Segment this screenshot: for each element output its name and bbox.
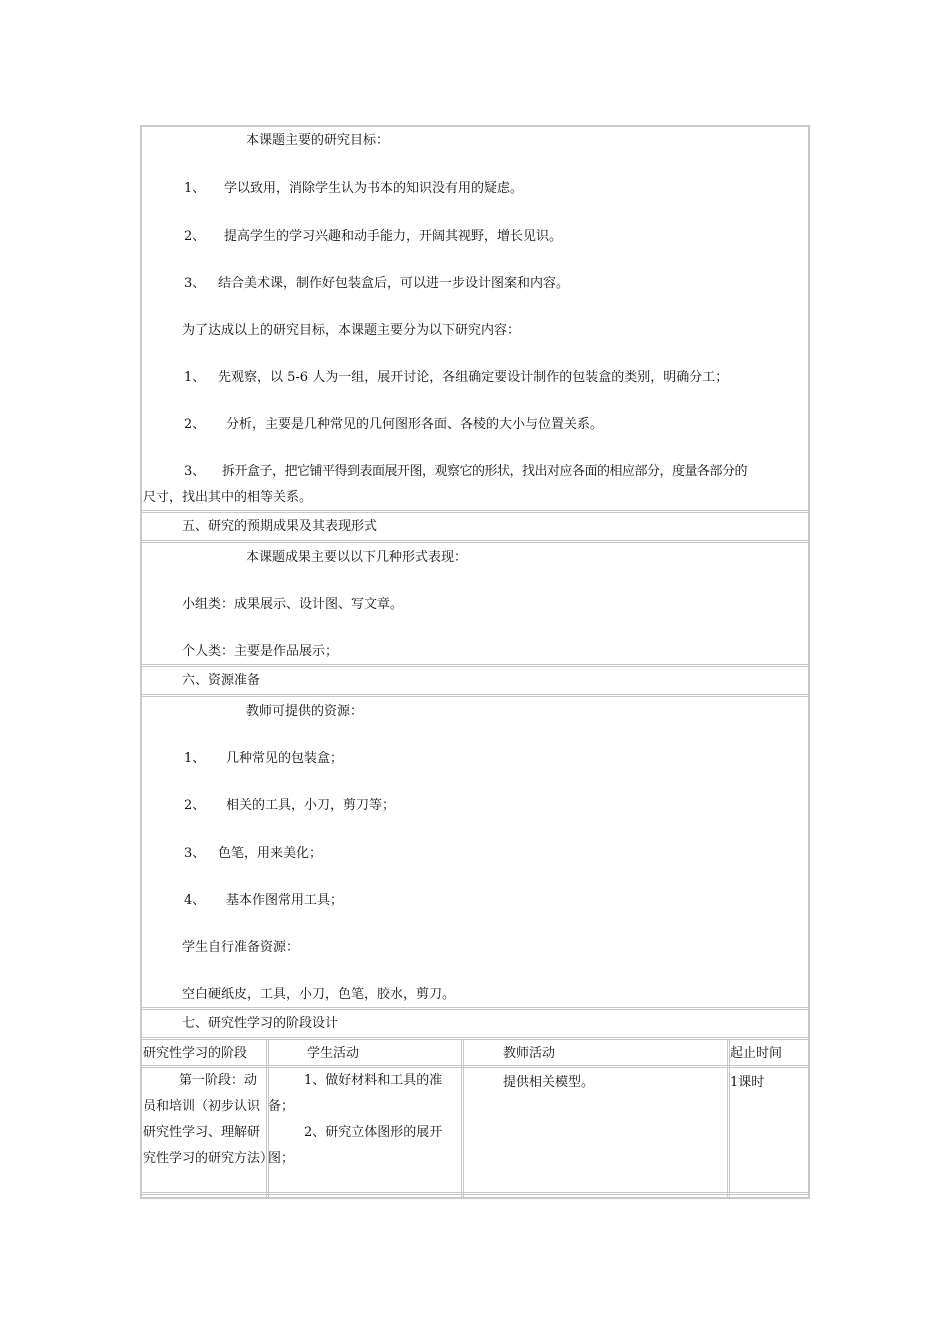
row-divider — [142, 694, 808, 697]
row-divider — [142, 1037, 808, 1040]
goal-number: 2、 — [184, 229, 206, 244]
content-text-continued: 尺寸，找出其中的相等关系。 — [143, 490, 313, 505]
section5-group: 小组类：成果展示、设计图、写文章。 — [182, 597, 404, 612]
student-resources-items: 空白硬纸皮，工具，小刀，色笔，胶水，剪刀。 — [182, 987, 456, 1002]
column-divider — [461, 1039, 464, 1197]
goal-number: 3、 — [184, 276, 206, 291]
teacher-resources-intro: 教师可提供的资源： — [246, 704, 364, 719]
row-divider — [142, 1007, 808, 1010]
student-activity-2: 2、研究立体图形的展开图； — [268, 1125, 443, 1166]
resource-text: 基本作图常用工具； — [226, 893, 344, 908]
content-intro: 为了达成以上的研究目标，本课题主要分为以下研究内容： — [182, 323, 521, 338]
teacher-activity: 提供相关模型。 — [503, 1075, 595, 1090]
row-divider — [142, 510, 808, 513]
column-header-time: 起止时间 — [730, 1046, 783, 1061]
resource-number: 2、 — [184, 798, 206, 813]
column-header-student: 学生活动 — [307, 1046, 360, 1061]
column-header-stage: 研究性学习的阶段 — [143, 1046, 248, 1061]
content-number: 2、 — [184, 417, 206, 432]
section5-intro: 本课题成果主要以以下几种形式表现： — [246, 550, 468, 565]
section7-heading: 七、研究性学习的阶段设计 — [182, 1016, 339, 1031]
row-divider — [142, 664, 808, 667]
content-text: 拆开盒子，把它铺平得到表面展开图，观察它的形状，找出对应各面的相应部分，度量各部分的 — [222, 464, 748, 479]
student-activity-1: 1、做好材料和工具的准备； — [268, 1073, 443, 1114]
resource-text: 色笔，用来美化； — [218, 846, 323, 861]
student-resources-intro: 学生自行准备资源： — [182, 940, 300, 955]
section6-heading: 六、资源准备 — [182, 673, 261, 688]
goal-text: 结合美术课，制作好包装盒后，可以进一步设计图案和内容。 — [218, 276, 570, 291]
resource-text: 相关的工具，小刀，剪刀等； — [226, 798, 396, 813]
content-text: 分析，主要是几种常见的几何图形各面、各棱的大小与位置关系。 — [226, 417, 604, 432]
row-divider — [142, 540, 808, 543]
goal-text: 提高学生的学习兴趣和动手能力，开阔其视野，增长见识。 — [224, 229, 563, 244]
content-text: 先观察，以 5-6 人为一组，展开讨论，各组确定要设计制作的包装盒的类别，明确分工； — [218, 370, 729, 385]
goal-number: 1、 — [184, 181, 206, 196]
content-number: 3、 — [184, 464, 206, 479]
time-cell: 1课时 — [730, 1075, 765, 1090]
content-number: 1、 — [184, 370, 206, 385]
column-header-teacher: 教师活动 — [503, 1046, 556, 1061]
goals-intro: 本课题主要的研究目标： — [246, 133, 390, 148]
resource-number: 1、 — [184, 751, 206, 766]
section5-personal: 个人类：主要是作品展示； — [182, 644, 339, 659]
section5-heading: 五、研究的预期成果及其表现形式 — [182, 519, 378, 534]
row-divider — [142, 1192, 808, 1195]
stage-cell: 第一阶段：动员和培训（初步认识研究性学习、理解研究性学习的研究方法） — [143, 1073, 274, 1166]
goal-text: 学以致用，消除学生认为书本的知识没有用的疑虑。 — [224, 181, 524, 196]
resource-text: 几种常见的包装盒； — [226, 751, 344, 766]
resource-number: 4、 — [184, 893, 206, 908]
resource-number: 3、 — [184, 846, 206, 861]
